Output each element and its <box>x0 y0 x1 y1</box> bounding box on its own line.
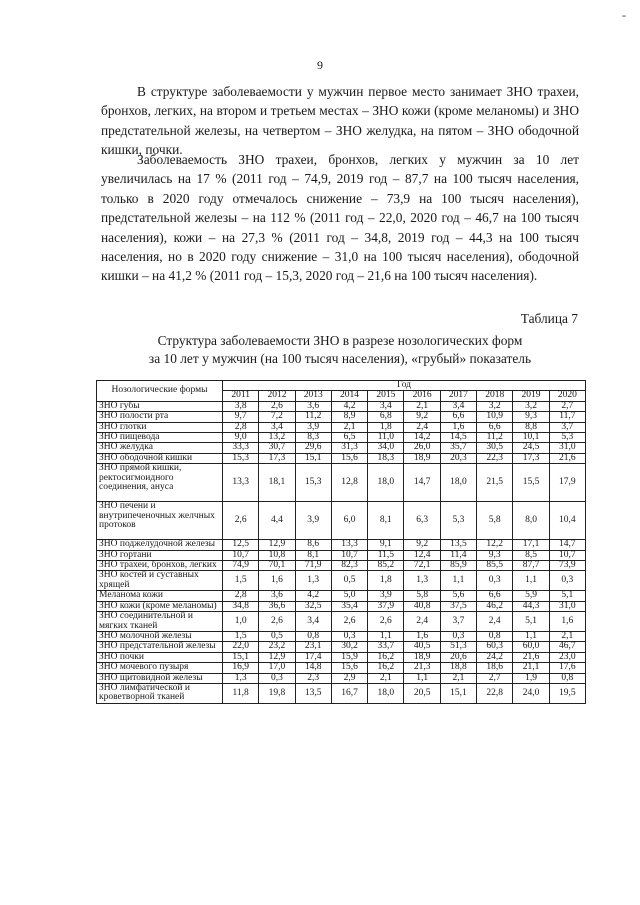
table-row <box>97 663 586 673</box>
value-cell: 11,7 <box>549 412 585 422</box>
value-cell: 1,8 <box>368 571 404 591</box>
corner-mark: - <box>622 8 626 22</box>
year-header-cell: 2013 <box>295 391 331 401</box>
value-cell: 2,4 <box>404 612 440 632</box>
value-cell: 1,6 <box>259 571 295 591</box>
table-row <box>97 612 586 632</box>
value-cell: 3,4 <box>440 401 476 411</box>
value-cell: 0,3 <box>440 631 476 641</box>
value-cell: 2,1 <box>368 673 404 683</box>
value-cell: 19,8 <box>259 683 295 703</box>
value-cell: 3,9 <box>295 502 331 540</box>
value-cell: 87,7 <box>513 561 549 571</box>
value-cell: 16,2 <box>368 663 404 673</box>
value-cell: 31,0 <box>549 601 585 611</box>
value-cell: 7,2 <box>259 412 295 422</box>
value-cell: 1,1 <box>513 631 549 641</box>
value-cell: 14,8 <box>295 663 331 673</box>
table-row <box>97 673 586 683</box>
value-cell: 3,2 <box>513 401 549 411</box>
value-cell: 6,6 <box>477 422 513 432</box>
value-cell: 20,6 <box>440 652 476 662</box>
value-cell: 9,3 <box>513 412 549 422</box>
value-cell: 1,6 <box>549 612 585 632</box>
value-cell: 35,4 <box>331 601 367 611</box>
value-cell: 18,3 <box>368 453 404 463</box>
value-cell: 10,7 <box>549 550 585 560</box>
value-cell: 4,2 <box>295 591 331 601</box>
value-cell: 2,7 <box>477 673 513 683</box>
row-label: ЗНО гортани <box>97 550 223 560</box>
year-header-cell: 2020 <box>549 391 585 401</box>
value-cell: 17,1 <box>513 540 549 550</box>
table-row <box>97 412 586 422</box>
value-cell: 18,0 <box>440 464 476 502</box>
value-cell: 2,8 <box>223 591 259 601</box>
value-cell: 2,6 <box>368 612 404 632</box>
value-cell: 85,9 <box>440 561 476 571</box>
value-cell: 8,0 <box>513 502 549 540</box>
value-cell: 24,2 <box>477 652 513 662</box>
value-cell: 1,3 <box>223 673 259 683</box>
value-cell: 2,4 <box>477 612 513 632</box>
row-label: ЗНО губы <box>97 401 223 411</box>
value-cell: 4,4 <box>259 502 295 540</box>
value-cell: 5,1 <box>549 591 585 601</box>
value-cell: 14,7 <box>404 464 440 502</box>
value-cell: 13,2 <box>259 433 295 443</box>
year-header-cell: 2011 <box>223 391 259 401</box>
value-cell: 15,3 <box>295 464 331 502</box>
value-cell: 18,8 <box>440 663 476 673</box>
value-cell: 1,1 <box>404 673 440 683</box>
row-label: ЗНО глотки <box>97 422 223 432</box>
value-cell: 6,8 <box>368 412 404 422</box>
value-cell: 0,8 <box>477 631 513 641</box>
value-cell: 31,3 <box>331 443 367 453</box>
value-cell: 37,9 <box>368 601 404 611</box>
value-cell: 73,9 <box>549 561 585 571</box>
value-cell: 34,8 <box>223 601 259 611</box>
table-row <box>97 443 586 453</box>
value-cell: 3,9 <box>295 422 331 432</box>
value-cell: 8,9 <box>331 412 367 422</box>
value-cell: 74,9 <box>223 561 259 571</box>
value-cell: 5,1 <box>513 612 549 632</box>
value-cell: 15,1 <box>440 683 476 703</box>
value-cell: 17,3 <box>259 453 295 463</box>
value-cell: 17,4 <box>295 652 331 662</box>
value-cell: 12,2 <box>477 540 513 550</box>
value-cell: 33,7 <box>368 642 404 652</box>
row-label: ЗНО мочевого пузыря <box>97 663 223 673</box>
value-cell: 0,5 <box>259 631 295 641</box>
value-cell: 15,1 <box>295 453 331 463</box>
paragraph-structure: В структуре заболеваемости у мужчин первое место занимает ЗНО трахеи, бронхов, легких, на втором и третьем местах – ЗНО кожи (кроме меланомы) и ЗНО предстательной железы, на четвертом – ЗНО желудка, на пятом – ЗНО ободочной кишки, почки. <box>101 84 579 158</box>
value-cell: 22,8 <box>477 683 513 703</box>
value-cell: 13,5 <box>295 683 331 703</box>
value-cell: 5,9 <box>513 591 549 601</box>
value-cell: 15,9 <box>331 652 367 662</box>
value-cell: 2,7 <box>549 401 585 411</box>
table-row <box>97 642 586 652</box>
value-cell: 3,9 <box>368 591 404 601</box>
value-cell: 6,5 <box>331 433 367 443</box>
row-label: ЗНО ободочной кишки <box>97 453 223 463</box>
value-cell: 2,1 <box>549 631 585 641</box>
value-cell: 0,3 <box>477 571 513 591</box>
value-cell: 14,5 <box>440 433 476 443</box>
value-cell: 3,4 <box>295 612 331 632</box>
value-cell: 15,1 <box>223 652 259 662</box>
value-cell: 60,0 <box>513 642 549 652</box>
value-cell: 10,4 <box>549 502 585 540</box>
value-cell: 30,7 <box>259 443 295 453</box>
value-cell: 11,8 <box>223 683 259 703</box>
row-label: ЗНО печени и внутрипеченочных желчных протоков <box>97 502 223 540</box>
table-row <box>97 571 586 591</box>
value-cell: 30,5 <box>477 443 513 453</box>
value-cell: 10,8 <box>259 550 295 560</box>
value-cell: 40,8 <box>404 601 440 611</box>
value-cell: 18,0 <box>368 464 404 502</box>
value-cell: 0,8 <box>295 631 331 641</box>
value-cell: 2,1 <box>440 673 476 683</box>
value-cell: 20,3 <box>440 453 476 463</box>
value-cell: 3,7 <box>440 612 476 632</box>
value-cell: 21,3 <box>404 663 440 673</box>
value-cell: 2,1 <box>331 422 367 432</box>
value-cell: 2,6 <box>223 502 259 540</box>
value-cell: 1,8 <box>368 422 404 432</box>
table-label: Таблица 7 <box>520 311 578 326</box>
value-cell: 20,5 <box>404 683 440 703</box>
row-label: ЗНО желудка <box>97 443 223 453</box>
value-cell: 16,7 <box>331 683 367 703</box>
value-cell: 12,5 <box>223 540 259 550</box>
value-cell: 18,1 <box>259 464 295 502</box>
value-cell: 3,7 <box>549 422 585 432</box>
value-cell: 82,3 <box>331 561 367 571</box>
value-cell: 23,2 <box>259 642 295 652</box>
table-row <box>97 401 586 411</box>
value-cell: 85,5 <box>477 561 513 571</box>
value-cell: 60,3 <box>477 642 513 652</box>
value-cell: 1,0 <box>223 612 259 632</box>
table-title-line-1: Структура заболеваемости ЗНО в разрезе нозологических форм <box>157 333 523 348</box>
value-cell: 33,3 <box>223 443 259 453</box>
value-cell: 51,3 <box>440 642 476 652</box>
value-cell: 3,8 <box>223 401 259 411</box>
table-row <box>97 683 586 703</box>
value-cell: 19,5 <box>549 683 585 703</box>
row-label: ЗНО щитовидной железы <box>97 673 223 683</box>
value-cell: 18,9 <box>404 652 440 662</box>
value-cell: 15,6 <box>331 453 367 463</box>
value-cell: 17,3 <box>513 453 549 463</box>
incidence-table <box>96 380 586 704</box>
value-cell: 32,5 <box>295 601 331 611</box>
value-cell: 11,0 <box>368 433 404 443</box>
value-cell: 21,6 <box>549 453 585 463</box>
value-cell: 31,0 <box>549 443 585 453</box>
value-cell: 29,6 <box>295 443 331 453</box>
value-cell: 21,5 <box>477 464 513 502</box>
row-label: ЗНО поджелудочной железы <box>97 540 223 550</box>
table-row <box>97 652 586 662</box>
row-label: ЗНО кожи (кроме меланомы) <box>97 601 223 611</box>
value-cell: 30,2 <box>331 642 367 652</box>
value-cell: 16,2 <box>368 652 404 662</box>
value-cell: 2,6 <box>259 401 295 411</box>
row-label: ЗНО пищевода <box>97 433 223 443</box>
value-cell: 21,6 <box>513 652 549 662</box>
value-cell: 9,1 <box>368 540 404 550</box>
value-cell: 12,9 <box>259 652 295 662</box>
year-header-cell: 2012 <box>259 391 295 401</box>
value-cell: 6,0 <box>331 502 367 540</box>
value-cell: 1,6 <box>404 631 440 641</box>
value-cell: 9,2 <box>404 412 440 422</box>
value-cell: 22,0 <box>223 642 259 652</box>
value-cell: 15,3 <box>223 453 259 463</box>
value-cell: 1,3 <box>295 571 331 591</box>
value-cell: 0,3 <box>331 631 367 641</box>
value-cell: 9,3 <box>477 550 513 560</box>
value-cell: 18,6 <box>477 663 513 673</box>
value-cell: 3,6 <box>295 401 331 411</box>
value-cell: 3,4 <box>259 422 295 432</box>
value-cell: 1,3 <box>404 571 440 591</box>
value-cell: 13,5 <box>440 540 476 550</box>
row-label: ЗНО почки <box>97 652 223 662</box>
value-cell: 9,2 <box>404 540 440 550</box>
value-cell: 10,9 <box>477 412 513 422</box>
value-cell: 13,3 <box>223 464 259 502</box>
value-cell: 11,5 <box>368 550 404 560</box>
row-label: ЗНО молочной железы <box>97 631 223 641</box>
value-cell: 15,5 <box>513 464 549 502</box>
value-cell: 9,0 <box>223 433 259 443</box>
value-cell: 34,0 <box>368 443 404 453</box>
value-cell: 8,6 <box>295 540 331 550</box>
value-cell: 2,6 <box>331 612 367 632</box>
table-row <box>97 464 586 502</box>
value-cell: 1,5 <box>223 571 259 591</box>
value-cell: 3,2 <box>477 401 513 411</box>
value-cell: 0,8 <box>549 673 585 683</box>
value-cell: 3,6 <box>259 591 295 601</box>
table-row <box>97 550 586 560</box>
table-row <box>97 433 586 443</box>
year-header-cell: 2018 <box>477 391 513 401</box>
value-cell: 22,3 <box>477 453 513 463</box>
header-nosological-forms: Нозологические формы <box>97 381 223 402</box>
value-cell: 11,2 <box>477 433 513 443</box>
value-cell: 6,3 <box>404 502 440 540</box>
row-label: ЗНО костей и суставных хрящей <box>97 571 223 591</box>
value-cell: 26,0 <box>404 443 440 453</box>
value-cell: 24,0 <box>513 683 549 703</box>
value-cell: 17,6 <box>549 663 585 673</box>
row-label: ЗНО полости рта <box>97 412 223 422</box>
row-label: ЗНО лимфатической и кроветворной тканей <box>97 683 223 703</box>
value-cell: 16,9 <box>223 663 259 673</box>
table-row <box>97 502 586 540</box>
value-cell: 85,2 <box>368 561 404 571</box>
value-cell: 5,8 <box>404 591 440 601</box>
value-cell: 1,1 <box>440 571 476 591</box>
value-cell: 46,7 <box>549 642 585 652</box>
value-cell: 10,7 <box>331 550 367 560</box>
value-cell: 9,7 <box>223 412 259 422</box>
value-cell: 37,5 <box>440 601 476 611</box>
value-cell: 0,5 <box>331 571 367 591</box>
value-cell: 2,6 <box>259 612 295 632</box>
row-label: Меланома кожи <box>97 591 223 601</box>
value-cell: 12,4 <box>404 550 440 560</box>
header-year: Год <box>223 381 586 391</box>
value-cell: 40,5 <box>404 642 440 652</box>
row-label: ЗНО прямой кишки, ректосигмоидного соединения, ануса <box>97 464 223 502</box>
year-header-cell: 2014 <box>331 391 367 401</box>
value-cell: 11,2 <box>295 412 331 422</box>
value-cell: 70,1 <box>259 561 295 571</box>
value-cell: 18,0 <box>368 683 404 703</box>
value-cell: 5,0 <box>331 591 367 601</box>
value-cell: 1,1 <box>513 571 549 591</box>
value-cell: 1,1 <box>368 631 404 641</box>
value-cell: 18,9 <box>404 453 440 463</box>
value-cell: 10,7 <box>223 550 259 560</box>
table-body <box>97 401 586 703</box>
value-cell: 12,9 <box>259 540 295 550</box>
value-cell: 14,2 <box>404 433 440 443</box>
table-row <box>97 540 586 550</box>
value-cell: 1,6 <box>440 422 476 432</box>
value-cell: 2,3 <box>295 673 331 683</box>
value-cell: 2,9 <box>331 673 367 683</box>
value-cell: 5,3 <box>549 433 585 443</box>
year-header-cell: 2015 <box>368 391 404 401</box>
table-title-line-2: за 10 лет у мужчин (на 100 тысяч населения), «грубый» показатель <box>148 351 532 366</box>
value-cell: 44,3 <box>513 601 549 611</box>
value-cell: 8,8 <box>513 422 549 432</box>
value-cell: 24,5 <box>513 443 549 453</box>
value-cell: 6,6 <box>440 412 476 422</box>
value-cell: 2,4 <box>404 422 440 432</box>
value-cell: 8,5 <box>513 550 549 560</box>
value-cell: 12,8 <box>331 464 367 502</box>
value-cell: 0,3 <box>549 571 585 591</box>
table-row <box>97 591 586 601</box>
value-cell: 35,7 <box>440 443 476 453</box>
value-cell: 14,7 <box>549 540 585 550</box>
value-cell: 1,5 <box>223 631 259 641</box>
value-cell: 1,9 <box>513 673 549 683</box>
value-cell: 23,0 <box>549 652 585 662</box>
table-title <box>100 332 580 368</box>
value-cell: 8,1 <box>368 502 404 540</box>
value-cell: 17,0 <box>259 663 295 673</box>
row-label: ЗНО трахеи, бронхов, легких <box>97 561 223 571</box>
row-label: ЗНО предстательной железы <box>97 642 223 652</box>
row-label: ЗНО соединительной и мягких тканей <box>97 612 223 632</box>
value-cell: 17,9 <box>549 464 585 502</box>
table-row <box>97 422 586 432</box>
value-cell: 5,6 <box>440 591 476 601</box>
value-cell: 4,2 <box>331 401 367 411</box>
value-cell: 71,9 <box>295 561 331 571</box>
value-cell: 8,3 <box>295 433 331 443</box>
value-cell: 2,1 <box>404 401 440 411</box>
paragraph-incidence: Заболеваемость ЗНО трахеи, бронхов, легких у мужчин за 10 лет увеличилась на 17 % (2011 год – 74,9, 2019 год – 87,7 на 100 тысяч населения, только в 2020 году отмечалось снижение – 73,9 на 100 тысяч населения), предстательной железы – на 112 % (2011 год – 22,0, 2020 год – 46,7 на 100 тысяч населения), кожи – на 27,3 % (2011 год – 34,8, 2019 год – 44,3 на 100 тысяч населения, но в 2020 году снижение – 31,0 на 100 тысяч населения), ободочной кишки – на 41,2 % (2011 год – 15,3, 2020 год – 21,6 на 100 тысяч населения). <box>101 152 579 284</box>
year-header-cell: 2019 <box>513 391 549 401</box>
value-cell: 3,4 <box>368 401 404 411</box>
value-cell: 13,3 <box>331 540 367 550</box>
value-cell: 15,6 <box>331 663 367 673</box>
value-cell: 36,6 <box>259 601 295 611</box>
value-cell: 10,1 <box>513 433 549 443</box>
value-cell: 46,2 <box>477 601 513 611</box>
value-cell: 72,1 <box>404 561 440 571</box>
value-cell: 11,4 <box>440 550 476 560</box>
value-cell: 0,3 <box>259 673 295 683</box>
value-cell: 6,6 <box>477 591 513 601</box>
value-cell: 5,3 <box>440 502 476 540</box>
value-cell: 8,1 <box>295 550 331 560</box>
value-cell: 21,1 <box>513 663 549 673</box>
page-number: 9 <box>317 58 323 72</box>
value-cell: 2,8 <box>223 422 259 432</box>
value-cell: 5,8 <box>477 502 513 540</box>
year-header-cell: 2017 <box>440 391 476 401</box>
value-cell: 23,1 <box>295 642 331 652</box>
year-header-cell: 2016 <box>404 391 440 401</box>
